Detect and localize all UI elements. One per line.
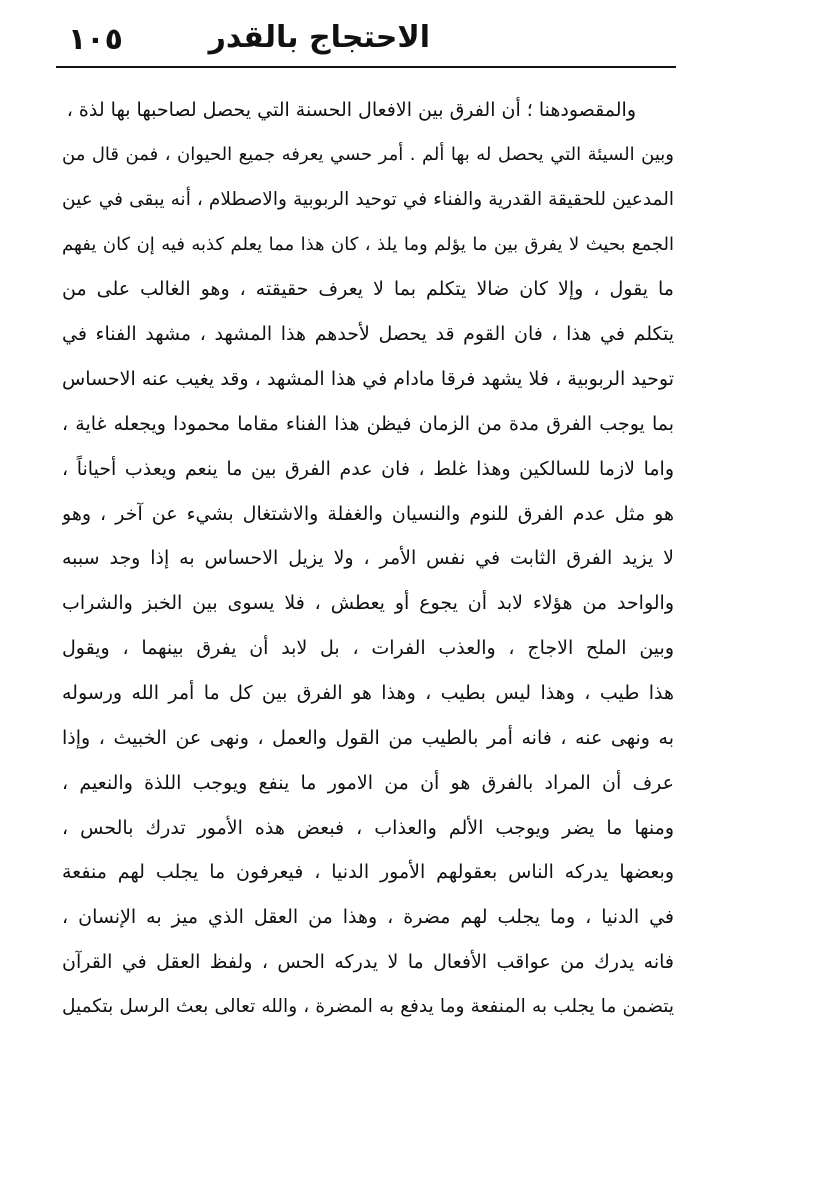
text-line: به ونهى عنه ، فانه أمر بالطيب من القول والعمل ، ونهى عن الخبيث ، وإذا [62,726,674,749]
text-line: هذا طيب ، وهذا ليس بطيب ، وهذا هو الفرق بين كل ما أمر الله ورسوله [62,681,674,704]
text-line: ومنها ما يضر ويوجب الألم والعذاب ، فبعض هذه الأمور تدرك بالحس ، [62,816,674,839]
text-line: يتضمن ما يجلب به المنفعة وما يدفع به المضرة ، والله تعالى بعث الرسل بتكميل [62,995,674,1017]
text-line: واما لازما للسالكين وهذا غلط ، فان عدم الفرق بين ما ينعم ويعذب أحياناً ، [62,457,674,480]
text-line: فانه يدرك من عواقب الأفعال ما لا يدركه الحس ، ولفظ العقل في القرآن [62,951,674,974]
body-text [62,88,674,1030]
text-line: توحيد الربوبية ، فلا يشهد فرقا مادام في هذا المشهد ، وقد يغيب عنه الاحساس [62,368,674,391]
text-line: وبعضها يدركه الناس بعقولهم الأمور الدنيا ، فيعرفون ما يجلب لهم منفعة [62,861,674,884]
text-line: ما يقول ، وإلا كان ضالا يتكلم بما لا يعرف حقيقته ، وهو الغالب على من [62,278,674,301]
text-line: يتكلم في هذا ، فان القوم قد يحصل لأحدهم هذا المشهد ، مشهد الفناء في [62,323,674,346]
text-line: هو مثل عدم الفرق للنوم والنسيان والغفلة والاشتغال بشيء عن آخر ، وهو [62,502,674,525]
text-line: والمقصودهنا ؛ أن الفرق بين الافعال الحسنة التي يحصل لصاحبها بها لذة ، [66,99,636,121]
running-title: الاحتجاج بالقدر [208,20,430,55]
text-line: في الدنيا ، وما يجلب لهم مضرة ، وهذا من العقل الذي ميز به الإنسان ، [62,906,674,929]
text-line: والواحد من هؤلاء لابد أن يجوع أو يعطش ، فلا يسوى بين الخبز والشراب [62,592,674,615]
page-number: ١٠٥ [68,22,123,57]
text-line: بما يوجب الفرق مدة من الزمان فيظن هذا الفناء مقاما محمودا ويجعله غاية ، [62,412,674,435]
text-line: عرف أن المراد بالفرق هو أن من الامور ما ينفع ويوجب اللذة والنعيم ، [62,771,674,794]
text-line: الجمع بحيث لا يفرق بين ما يؤلم وما يلذ ، كان هذا مما يعلم كذبه فيه إن كان يفهم [62,233,674,255]
text-line: المدعين للحقيقة القدرية والفناء في توحيد الربوبية والاصطلام ، أنه يبقى في عين [62,188,674,210]
text-line: وبين الملح الاجاج ، والعذب الفرات ، بل لابد أن يفرق بينهما ، ويقول [62,637,674,660]
text-line: وبين السيئة التي يحصل له بها ألم . أمر حسي يعرفه جميع الحيوان ، فمن قال من [62,143,674,165]
page-header [56,14,674,62]
header-rule [56,66,676,68]
text-line: لا يزيد الفرق الثابت في نفس الأمر ، ولا يزيل الاحساس به إذا وجد سببه [62,547,674,570]
